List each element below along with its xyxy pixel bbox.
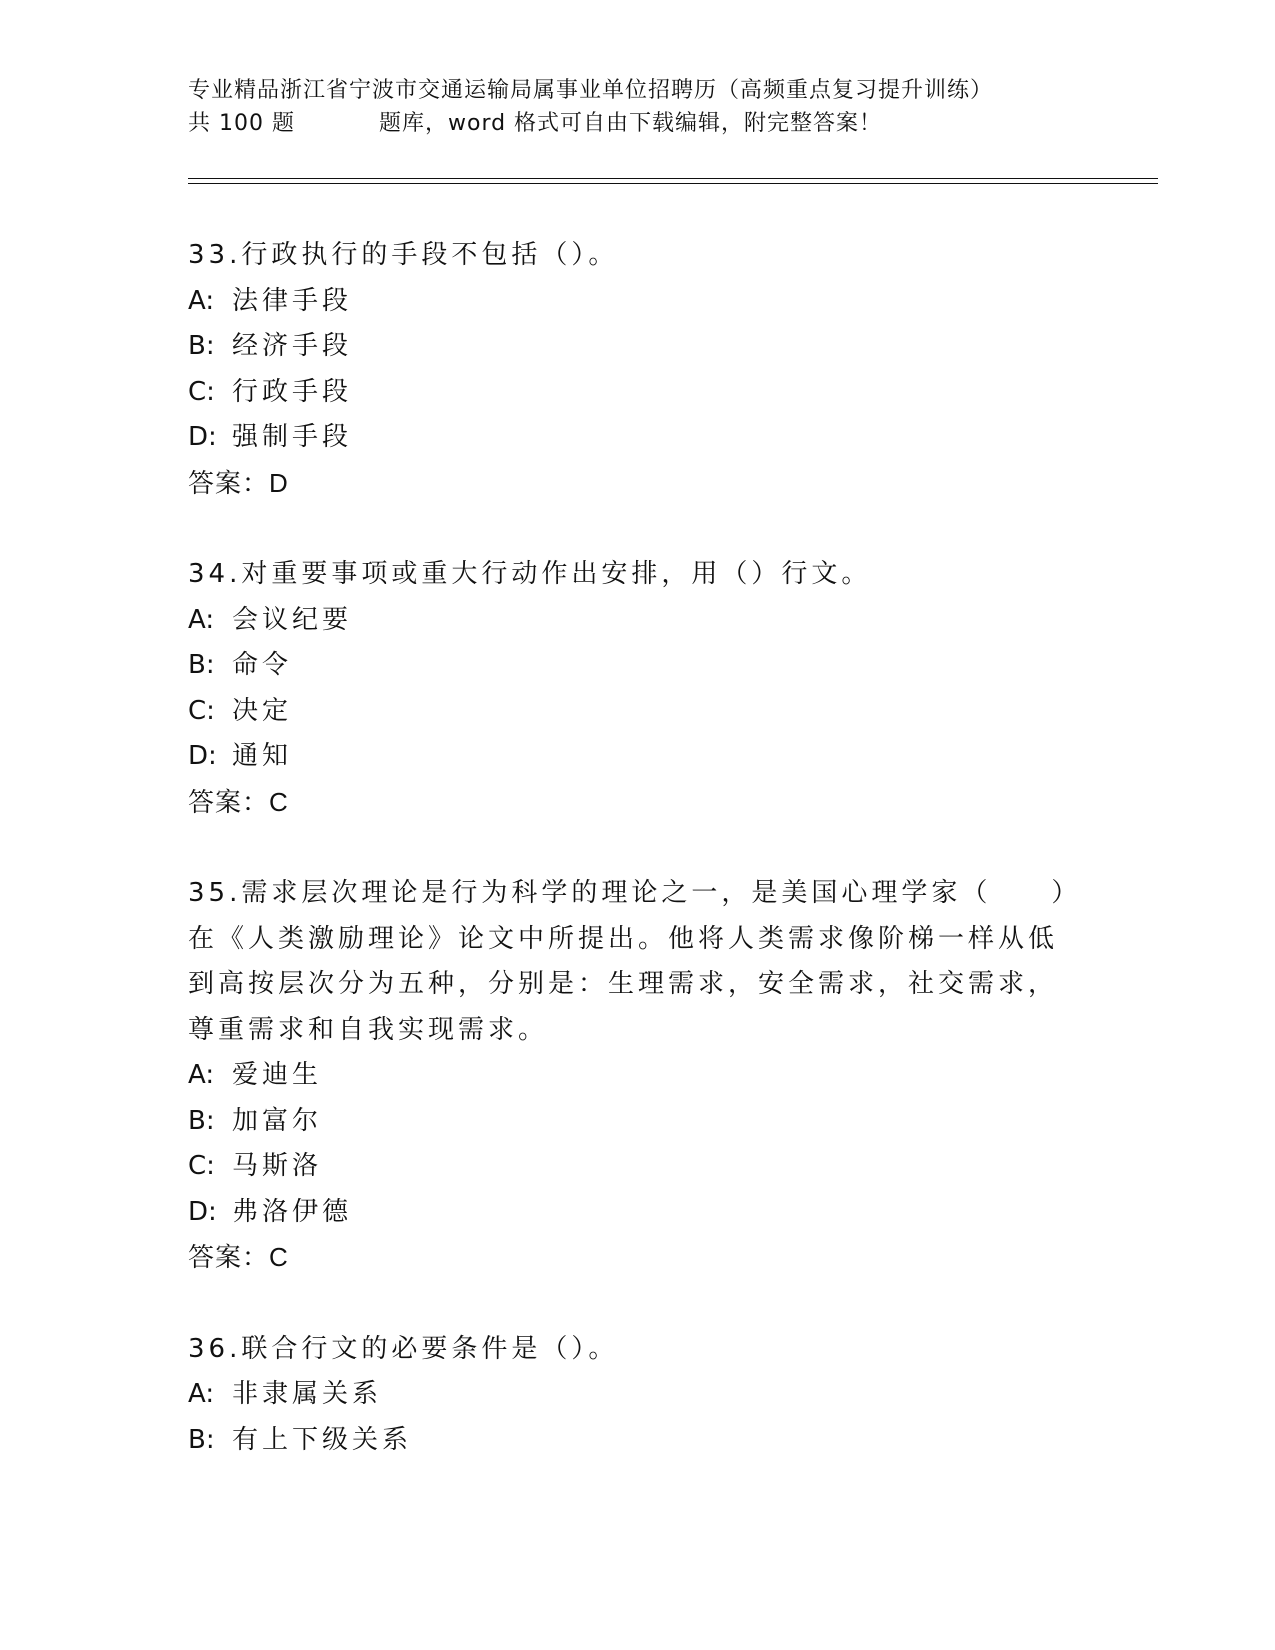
document-header — [188, 74, 1088, 140]
option-d: D: 强制手段 — [188, 422, 353, 452]
option-a: A: 非隶属关系 — [188, 1379, 383, 1409]
option-c: C: 行政手段 — [188, 376, 353, 407]
option-b: B: 加富尔 — [188, 1105, 323, 1136]
option-b: B: 命令 — [188, 650, 293, 680]
header-note: 题库，word 格式可自由下载编辑，附完整答案！ — [378, 111, 883, 136]
question-36 — [188, 1327, 1088, 1464]
header-title: 专业精品浙江省宁波市交通运输局属事业单位招聘历（高频重点复习提升训练） — [188, 78, 994, 103]
option-c: C: 决定 — [188, 695, 293, 726]
option-b: B: 有上下级关系 — [188, 1424, 413, 1455]
question-text: 35.需求层次理论是行为科学的理论之一，是美国心理学家（ ）在《人类激励理论》论文中所提出。他将人类需求像阶梯一样从低到高按层次分为五种，分别是：生理需求，安全需求，社交需求，尊重需求和自我实现需求。 — [188, 878, 1069, 1045]
question-33 — [188, 233, 1088, 506]
header-divider-bottom — [188, 183, 1158, 184]
question-text: 33.行政执行的手段不包括（）。 — [188, 240, 619, 270]
question-35 — [188, 871, 1088, 1281]
answer-text: 答案：D — [188, 467, 289, 498]
answer-text: 答案：C — [188, 786, 289, 817]
question-34 — [188, 552, 1088, 825]
header-subtitle — [188, 107, 1088, 140]
option-a: A: 会议纪要 — [188, 604, 353, 635]
option-c: C: 马斯洛 — [188, 1151, 323, 1181]
header-count: 共 100 题 — [188, 111, 295, 136]
option-a: A: 法律手段 — [188, 285, 353, 316]
option-d: D: 通知 — [188, 741, 293, 771]
question-text: 36.联合行文的必要条件是（）。 — [188, 1333, 619, 1364]
header-divider-top — [188, 178, 1158, 179]
question-list — [188, 233, 1088, 1509]
option-b: B: 经济手段 — [188, 331, 353, 361]
option-d: D: 弗洛伊德 — [188, 1196, 353, 1227]
option-a: A: 爱迪生 — [188, 1060, 323, 1090]
question-text: 34.对重要事项或重大行动作出安排，用（）行文。 — [188, 559, 872, 589]
answer-text: 答案：C — [188, 1242, 289, 1272]
